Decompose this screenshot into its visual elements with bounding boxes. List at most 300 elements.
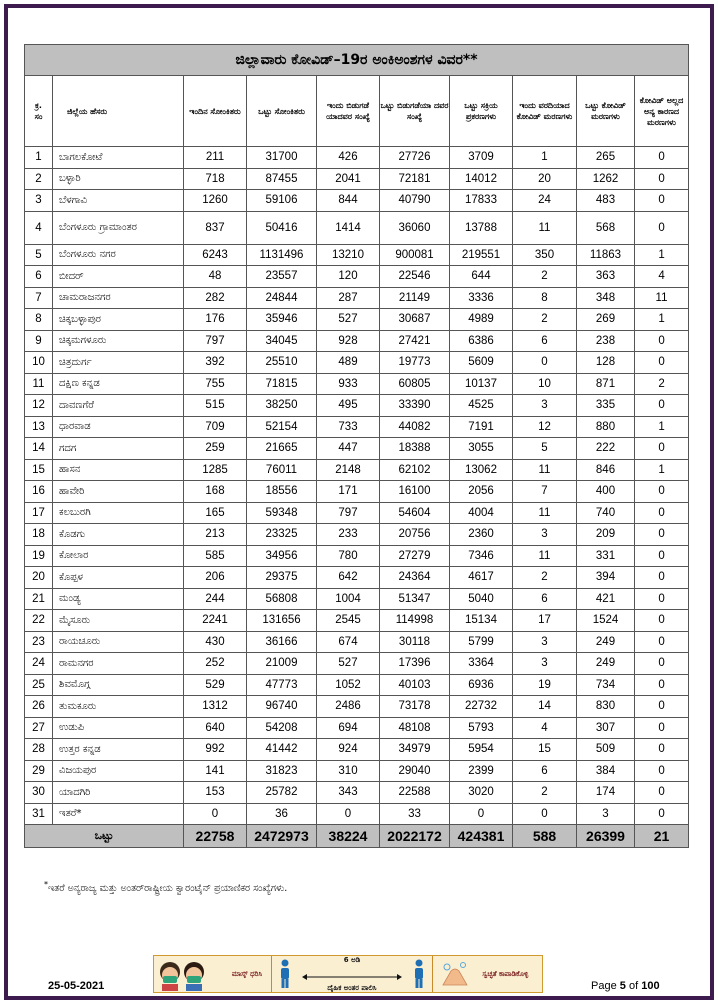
- cell-today-discharged: 287: [317, 287, 380, 309]
- cell-today-deaths: 12: [513, 416, 577, 438]
- cell-total-active: 3055: [450, 438, 513, 460]
- cell-district: ಶಿವಮೊಗ್ಗ: [53, 674, 184, 696]
- cell-sl-no: 5: [25, 244, 53, 266]
- cell-sl-no: 17: [25, 502, 53, 524]
- table-row: [25, 309, 689, 331]
- cell-total-active: 2360: [450, 524, 513, 546]
- cell-non-covid-deaths: 0: [635, 610, 689, 632]
- cell-today-deaths: 2: [513, 266, 577, 288]
- table-row: [25, 502, 689, 524]
- table-row: [25, 760, 689, 782]
- cell-today-discharged: 797: [317, 502, 380, 524]
- cell-total-discharged: 27726: [380, 147, 450, 169]
- cell-total-deaths: 307: [577, 717, 635, 739]
- cell-today-cases: 213: [184, 524, 247, 546]
- cell-total-discharged: 30118: [380, 631, 450, 653]
- header-today-discharged: ಇಂದು ಬಿಡುಗಡೆ ಯಾದವರ ಸಂಖ್ಯೆ: [317, 76, 380, 147]
- cell-total-cases: 36166: [247, 631, 317, 653]
- cell-non-covid-deaths: 0: [635, 739, 689, 761]
- cell-district: ದಕ್ಷಿಣ ಕನ್ನಡ: [53, 373, 184, 395]
- cell-today-cases: 0: [184, 803, 247, 825]
- cell-total-discharged: 40790: [380, 190, 450, 212]
- cell-total-active: 14012: [450, 168, 513, 190]
- cell-district: ರಾಯಚೂರು: [53, 631, 184, 653]
- cell-total-active: 10137: [450, 373, 513, 395]
- cell-total-deaths: 846: [577, 459, 635, 481]
- cell-total-discharged: 22588: [380, 782, 450, 804]
- table-row: [25, 244, 689, 266]
- cell-non-covid-deaths: 1: [635, 309, 689, 331]
- cell-total-active: 2056: [450, 481, 513, 503]
- cell-total-deaths: 174: [577, 782, 635, 804]
- cell-non-covid-deaths: 0: [635, 696, 689, 718]
- table-row: [25, 674, 689, 696]
- cell-total-deaths: 394: [577, 567, 635, 589]
- cell-today-cases: 2241: [184, 610, 247, 632]
- cell-total-active: 7191: [450, 416, 513, 438]
- cell-non-covid-deaths: 0: [635, 211, 689, 244]
- cell-today-cases: 206: [184, 567, 247, 589]
- cell-total-active: 7346: [450, 545, 513, 567]
- cell-today-discharged: 2486: [317, 696, 380, 718]
- cell-today-deaths: 11: [513, 545, 577, 567]
- cell-today-cases: 165: [184, 502, 247, 524]
- cell-district: ಬಳ್ಳಾರಿ: [53, 168, 184, 190]
- table-row: [25, 211, 689, 244]
- cell-district: ಯಾದಗಿರಿ: [53, 782, 184, 804]
- cell-total-discharged: 60805: [380, 373, 450, 395]
- cell-sl-no: 2: [25, 168, 53, 190]
- cell-total-deaths: 871: [577, 373, 635, 395]
- cell-total-cases: 36: [247, 803, 317, 825]
- cell-today-discharged: 933: [317, 373, 380, 395]
- cell-total-deaths: 11863: [577, 244, 635, 266]
- cell-sl-no: 26: [25, 696, 53, 718]
- cell-non-covid-deaths: 0: [635, 524, 689, 546]
- cell-total-deaths: 880: [577, 416, 635, 438]
- cell-today-deaths: 2: [513, 309, 577, 331]
- cell-non-covid-deaths: 0: [635, 168, 689, 190]
- cell-total-discharged: 27421: [380, 330, 450, 352]
- cell-today-deaths: 5: [513, 438, 577, 460]
- total-total-active: 424381: [450, 825, 513, 848]
- cell-non-covid-deaths: 0: [635, 190, 689, 212]
- cell-total-cases: 54208: [247, 717, 317, 739]
- table-row: [25, 653, 689, 675]
- cell-total-active: 2399: [450, 760, 513, 782]
- header-total-discharged: ಒಟ್ಟು ಬಿಡುಗಡೆಯಾ ದವರ ಸಂಖ್ಯೆ: [380, 76, 450, 147]
- cell-total-cases: 35946: [247, 309, 317, 331]
- cell-today-cases: 718: [184, 168, 247, 190]
- cell-today-cases: 392: [184, 352, 247, 374]
- cell-sl-no: 27: [25, 717, 53, 739]
- table-row: [25, 524, 689, 546]
- cell-sl-no: 11: [25, 373, 53, 395]
- cell-total-cases: 21009: [247, 653, 317, 675]
- cell-non-covid-deaths: 0: [635, 760, 689, 782]
- cell-total-active: 15134: [450, 610, 513, 632]
- cell-sl-no: 16: [25, 481, 53, 503]
- cell-total-discharged: 19773: [380, 352, 450, 374]
- cell-total-cases: 41442: [247, 739, 317, 761]
- cell-today-deaths: 3: [513, 395, 577, 417]
- cell-today-deaths: 15: [513, 739, 577, 761]
- table-row: [25, 739, 689, 761]
- cell-total-deaths: 331: [577, 545, 635, 567]
- cell-non-covid-deaths: 0: [635, 631, 689, 653]
- distance-value: 6 ಅಡಿ: [343, 955, 361, 964]
- cell-today-deaths: 3: [513, 524, 577, 546]
- table-row: [25, 696, 689, 718]
- cell-today-discharged: 527: [317, 653, 380, 675]
- cell-today-cases: 529: [184, 674, 247, 696]
- table-row: [25, 266, 689, 288]
- cell-sl-no: 4: [25, 211, 53, 244]
- cell-sl-no: 8: [25, 309, 53, 331]
- cell-today-deaths: 11: [513, 502, 577, 524]
- table-row: [25, 438, 689, 460]
- person-left-icon: [278, 959, 292, 989]
- cell-total-cases: 34956: [247, 545, 317, 567]
- cell-today-cases: 430: [184, 631, 247, 653]
- cell-non-covid-deaths: 0: [635, 588, 689, 610]
- total-row: [25, 825, 689, 848]
- cell-district: ಕೋಲಾರ: [53, 545, 184, 567]
- cell-today-discharged: 13210: [317, 244, 380, 266]
- cell-today-deaths: 6: [513, 588, 577, 610]
- cell-total-cases: 50416: [247, 211, 317, 244]
- cell-total-discharged: 21149: [380, 287, 450, 309]
- cell-total-discharged: 54604: [380, 502, 450, 524]
- table-row: [25, 395, 689, 417]
- footnote-text: ಇತರೆ ಅನ್ಯರಾಜ್ಯ ಮತ್ತು ಅಂತರ್‌ರಾಷ್ಟ್ರೀಯ ಕ್ವಾರಂಟೈನ್ ಪ್ರಯಾಣಿಕರ ಸಂಖ್ಯೆಗಳು.: [48, 883, 288, 895]
- cell-total-deaths: 128: [577, 352, 635, 374]
- header-today-deaths: ಇಂದು ವರದಿಯಾದ ಕೋವಿಡ್ ಮರಣಗಳು: [513, 76, 577, 147]
- cell-sl-no: 28: [25, 739, 53, 761]
- cell-today-discharged: 924: [317, 739, 380, 761]
- cell-sl-no: 9: [25, 330, 53, 352]
- cell-total-cases: 23557: [247, 266, 317, 288]
- cell-sl-no: 29: [25, 760, 53, 782]
- cell-total-cases: 25782: [247, 782, 317, 804]
- cell-district: ರಾಮನಗರ: [53, 653, 184, 675]
- cell-total-active: 4989: [450, 309, 513, 331]
- cell-today-deaths: 0: [513, 803, 577, 825]
- cell-total-active: 3364: [450, 653, 513, 675]
- cell-total-discharged: 24364: [380, 567, 450, 589]
- cell-today-deaths: 3: [513, 631, 577, 653]
- cell-today-deaths: 1: [513, 147, 577, 169]
- cell-today-deaths: 19: [513, 674, 577, 696]
- covid-stats-table-container: [24, 44, 688, 848]
- cell-today-cases: 837: [184, 211, 247, 244]
- cell-today-cases: 992: [184, 739, 247, 761]
- cell-total-cases: 47773: [247, 674, 317, 696]
- hand-wash-icon: [437, 959, 473, 989]
- cell-today-discharged: 1004: [317, 588, 380, 610]
- table-row: [25, 588, 689, 610]
- cell-total-cases: 71815: [247, 373, 317, 395]
- cell-district: ಹಾವೇರಿ: [53, 481, 184, 503]
- cell-non-covid-deaths: 1: [635, 459, 689, 481]
- cell-district: ಕಲಬುರಗಿ: [53, 502, 184, 524]
- table-row: [25, 782, 689, 804]
- cell-today-cases: 153: [184, 782, 247, 804]
- cell-total-active: 13788: [450, 211, 513, 244]
- cell-today-cases: 6243: [184, 244, 247, 266]
- cell-today-discharged: 343: [317, 782, 380, 804]
- cell-district: ದಾವಣಗೆರೆ: [53, 395, 184, 417]
- cell-district: ತುಮಕೂರು: [53, 696, 184, 718]
- cell-total-discharged: 48108: [380, 717, 450, 739]
- cell-total-discharged: 44082: [380, 416, 450, 438]
- total-total-cases: 2472973: [247, 825, 317, 848]
- cell-total-deaths: 483: [577, 190, 635, 212]
- header-non-covid-deaths: ಕೋವಿಡ್ ಅಲ್ಲದ ಅನ್ಯ ಕಾರಣದ ಮರಣಗಳು: [635, 76, 689, 147]
- cell-total-active: 5799: [450, 631, 513, 653]
- cell-today-cases: 709: [184, 416, 247, 438]
- cell-sl-no: 25: [25, 674, 53, 696]
- cell-district: ಗದಗ: [53, 438, 184, 460]
- cell-today-deaths: 20: [513, 168, 577, 190]
- cell-district: ಉಡುಪಿ: [53, 717, 184, 739]
- hygiene-text: ಸ್ವಚ್ಛತೆ ಕಾಪಾಡಿಕೊಳ್ಳಿ: [482, 969, 529, 978]
- cell-today-discharged: 489: [317, 352, 380, 374]
- cell-district: ಬೀದರ್: [53, 266, 184, 288]
- cell-total-deaths: 209: [577, 524, 635, 546]
- cell-sl-no: 10: [25, 352, 53, 374]
- cell-today-cases: 141: [184, 760, 247, 782]
- cell-total-deaths: 222: [577, 438, 635, 460]
- cell-sl-no: 15: [25, 459, 53, 481]
- table-row: [25, 416, 689, 438]
- table-row: [25, 168, 689, 190]
- cell-today-discharged: 310: [317, 760, 380, 782]
- cell-total-discharged: 73178: [380, 696, 450, 718]
- cell-total-deaths: 363: [577, 266, 635, 288]
- cell-total-discharged: 34979: [380, 739, 450, 761]
- cell-total-deaths: 568: [577, 211, 635, 244]
- banner-distance-section: [271, 956, 431, 992]
- header-total-cases: ಒಟ್ಟು ಸೋಂಕಿತರು: [247, 76, 317, 147]
- total-total-discharged: 2022172: [380, 825, 450, 848]
- cell-non-covid-deaths: 0: [635, 782, 689, 804]
- cell-today-discharged: 2148: [317, 459, 380, 481]
- cell-sl-no: 22: [25, 610, 53, 632]
- cell-today-deaths: 2: [513, 782, 577, 804]
- cell-total-cases: 18556: [247, 481, 317, 503]
- cell-total-active: 219551: [450, 244, 513, 266]
- cell-total-active: 5954: [450, 739, 513, 761]
- cell-district: ಇತರೆ*: [53, 803, 184, 825]
- cell-total-discharged: 40103: [380, 674, 450, 696]
- distance-info: [302, 956, 402, 993]
- cell-today-discharged: 733: [317, 416, 380, 438]
- cell-total-discharged: 20756: [380, 524, 450, 546]
- cell-district: ಬೆಂಗಳೂರು ಗ್ರಾಮಾಂತರ: [53, 211, 184, 244]
- cell-total-discharged: 29040: [380, 760, 450, 782]
- table-row: [25, 481, 689, 503]
- cell-non-covid-deaths: 0: [635, 330, 689, 352]
- table-row: [25, 330, 689, 352]
- header-today-cases: ಇಂದಿನ ಸೋಂಕಿತರು: [184, 76, 247, 147]
- cell-today-cases: 282: [184, 287, 247, 309]
- cell-total-deaths: 335: [577, 395, 635, 417]
- cell-today-discharged: 2041: [317, 168, 380, 190]
- table-row: [25, 190, 689, 212]
- total-total-deaths: 26399: [577, 825, 635, 848]
- cell-district: ಬಾಗಲಕೋಟೆ: [53, 147, 184, 169]
- cell-total-cases: 24844: [247, 287, 317, 309]
- table-row: [25, 610, 689, 632]
- header-sl-no: ಕ್ರ. ಸಂ: [25, 76, 53, 147]
- cell-total-discharged: 62102: [380, 459, 450, 481]
- cell-total-cases: 25510: [247, 352, 317, 374]
- cell-district: ಕೊಪ್ಪಳ: [53, 567, 184, 589]
- cell-sl-no: 12: [25, 395, 53, 417]
- cell-today-discharged: 447: [317, 438, 380, 460]
- cell-non-covid-deaths: 0: [635, 438, 689, 460]
- cell-sl-no: 14: [25, 438, 53, 460]
- cell-sl-no: 18: [25, 524, 53, 546]
- cell-today-cases: 1312: [184, 696, 247, 718]
- cell-sl-no: 1: [25, 147, 53, 169]
- cell-today-discharged: 694: [317, 717, 380, 739]
- cell-today-deaths: 3: [513, 653, 577, 675]
- cell-today-cases: 244: [184, 588, 247, 610]
- cell-sl-no: 7: [25, 287, 53, 309]
- cell-total-deaths: 265: [577, 147, 635, 169]
- cell-district: ಬೆಂಗಳೂರು ನಗರ: [53, 244, 184, 266]
- cell-today-cases: 1285: [184, 459, 247, 481]
- total-today-discharged: 38224: [317, 825, 380, 848]
- cell-today-discharged: 233: [317, 524, 380, 546]
- cell-total-active: 6386: [450, 330, 513, 352]
- table-row: [25, 567, 689, 589]
- cell-today-deaths: 7: [513, 481, 577, 503]
- cell-total-deaths: 238: [577, 330, 635, 352]
- cell-total-active: 0: [450, 803, 513, 825]
- cell-non-covid-deaths: 0: [635, 653, 689, 675]
- total-label: ಒಟ್ಟು: [25, 825, 184, 848]
- report-date: 25-05-2021: [48, 980, 105, 992]
- cell-total-discharged: 114998: [380, 610, 450, 632]
- cell-total-cases: 31700: [247, 147, 317, 169]
- cell-sl-no: 31: [25, 803, 53, 825]
- cell-today-deaths: 0: [513, 352, 577, 374]
- header-total-deaths: ಒಟ್ಟು ಕೋವಿಡ್ ಮರಣಗಳು: [577, 76, 635, 147]
- page-number: Page 5 of 100: [591, 980, 660, 992]
- cell-today-deaths: 17: [513, 610, 577, 632]
- distance-text: ದೈಹಿಕ ಅಂತರ ಪಾಲಿಸಿ: [327, 983, 377, 992]
- cell-district: ಚಿಕ್ಕಮಗಳೂರು: [53, 330, 184, 352]
- cell-today-discharged: 928: [317, 330, 380, 352]
- cell-today-deaths: 11: [513, 211, 577, 244]
- cell-total-discharged: 17396: [380, 653, 450, 675]
- cell-total-deaths: 269: [577, 309, 635, 331]
- cell-sl-no: 13: [25, 416, 53, 438]
- cell-total-cases: 52154: [247, 416, 317, 438]
- cell-district: ವಿಜಯಪುರ: [53, 760, 184, 782]
- cell-total-active: 13062: [450, 459, 513, 481]
- cell-today-discharged: 2545: [317, 610, 380, 632]
- person-right-icon: [412, 959, 426, 989]
- cell-total-deaths: 348: [577, 287, 635, 309]
- total-today-deaths: 588: [513, 825, 577, 848]
- cell-total-deaths: 421: [577, 588, 635, 610]
- cell-total-deaths: 830: [577, 696, 635, 718]
- cell-district: ಉತ್ತರ ಕನ್ನಡ: [53, 739, 184, 761]
- cell-sl-no: 19: [25, 545, 53, 567]
- cell-non-covid-deaths: 0: [635, 147, 689, 169]
- cell-total-deaths: 734: [577, 674, 635, 696]
- cell-total-discharged: 30687: [380, 309, 450, 331]
- cell-district: ಚಿಕ್ಕಬಳ್ಳಾಪುರ: [53, 309, 184, 331]
- cell-total-active: 5040: [450, 588, 513, 610]
- cell-today-discharged: 120: [317, 266, 380, 288]
- table-row: [25, 631, 689, 653]
- cell-non-covid-deaths: 1: [635, 416, 689, 438]
- cell-non-covid-deaths: 2: [635, 373, 689, 395]
- cell-district: ಚಾಮರಾಜನಗರ: [53, 287, 184, 309]
- cell-today-cases: 168: [184, 481, 247, 503]
- footnote: [44, 880, 287, 894]
- table-row: [25, 545, 689, 567]
- cell-today-discharged: 1052: [317, 674, 380, 696]
- cell-total-active: 3709: [450, 147, 513, 169]
- cell-today-cases: 585: [184, 545, 247, 567]
- cell-total-deaths: 249: [577, 631, 635, 653]
- cell-total-active: 4525: [450, 395, 513, 417]
- cell-total-cases: 87455: [247, 168, 317, 190]
- cell-non-covid-deaths: 0: [635, 717, 689, 739]
- cell-total-cases: 56808: [247, 588, 317, 610]
- cell-today-discharged: 780: [317, 545, 380, 567]
- cell-non-covid-deaths: 0: [635, 481, 689, 503]
- cell-sl-no: 3: [25, 190, 53, 212]
- cell-non-covid-deaths: 0: [635, 803, 689, 825]
- cell-total-cases: 21665: [247, 438, 317, 460]
- cell-today-cases: 797: [184, 330, 247, 352]
- cell-non-covid-deaths: 0: [635, 674, 689, 696]
- cell-sl-no: 24: [25, 653, 53, 675]
- table-row: [25, 717, 689, 739]
- cell-total-active: 17833: [450, 190, 513, 212]
- cell-district: ಕೊಡಗು: [53, 524, 184, 546]
- cell-total-deaths: 509: [577, 739, 635, 761]
- cell-non-covid-deaths: 4: [635, 266, 689, 288]
- total-today-cases: 22758: [184, 825, 247, 848]
- cell-today-discharged: 171: [317, 481, 380, 503]
- cell-non-covid-deaths: 1: [635, 244, 689, 266]
- cell-today-deaths: 24: [513, 190, 577, 212]
- table-row: [25, 147, 689, 169]
- cell-total-discharged: 51347: [380, 588, 450, 610]
- cell-non-covid-deaths: 0: [635, 545, 689, 567]
- cell-total-cases: 23325: [247, 524, 317, 546]
- cell-total-deaths: 384: [577, 760, 635, 782]
- banner-mask-section: [154, 956, 271, 992]
- cell-total-deaths: 1262: [577, 168, 635, 190]
- cell-total-discharged: 27279: [380, 545, 450, 567]
- table-row: [25, 803, 689, 825]
- cell-district: ಮೈಸೂರು: [53, 610, 184, 632]
- cell-district: ಧಾರವಾಡ: [53, 416, 184, 438]
- cell-total-cases: 59106: [247, 190, 317, 212]
- distance-arrow-icon: [302, 974, 402, 980]
- table-row: [25, 459, 689, 481]
- cell-non-covid-deaths: 11: [635, 287, 689, 309]
